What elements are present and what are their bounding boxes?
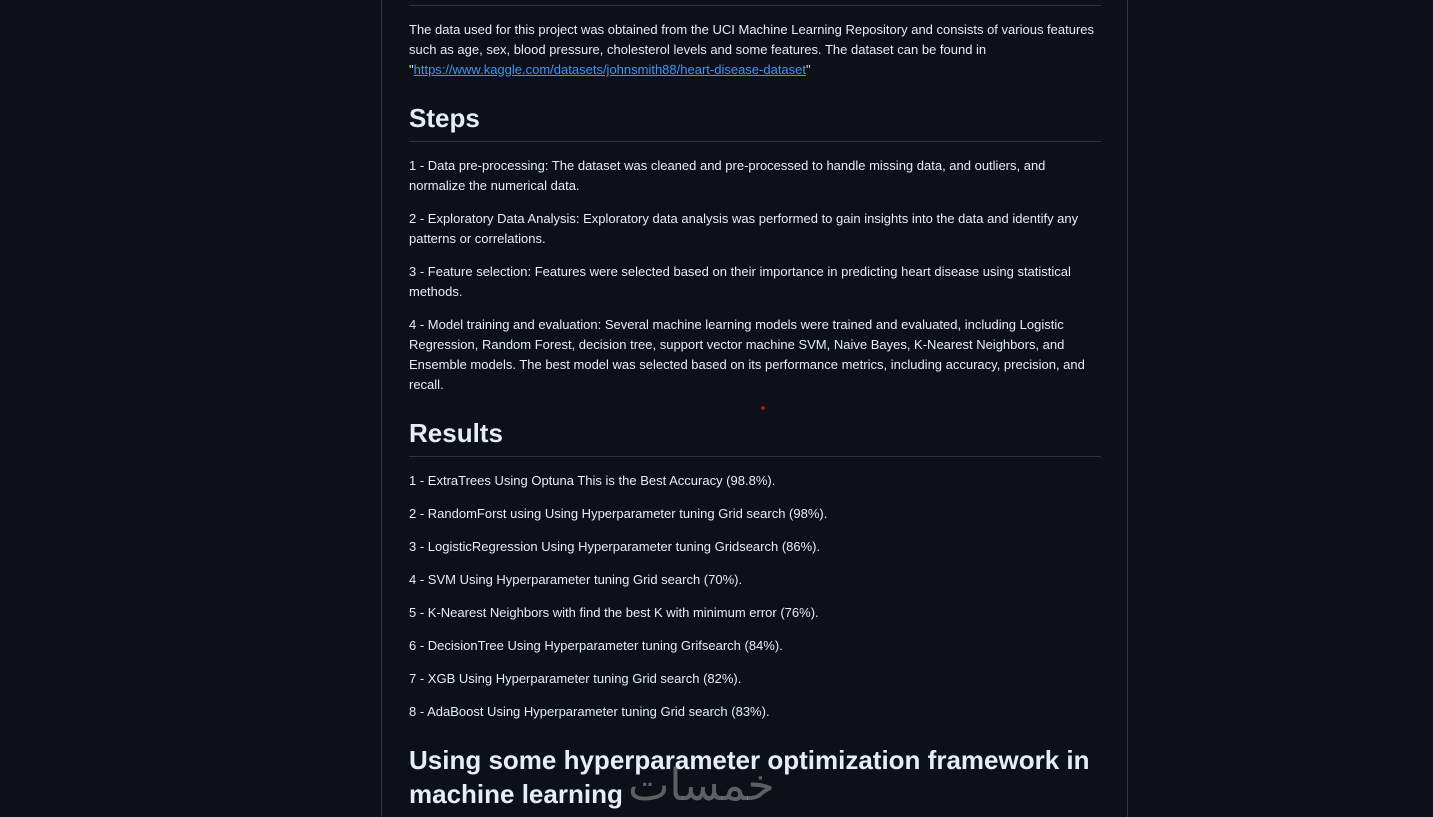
step-item: 1 - Data pre-processing: The dataset was cleaned and pre-processed to handle missing data, and outliers, and normalize the numerical data. [409, 158, 1046, 193]
result-item: 1 - ExtraTrees Using Optuna This is the Best Accuracy (98.8%). [409, 473, 776, 488]
divider [409, 5, 1101, 6]
step-item: 2 - Exploratory Data Analysis: Exploratory data analysis was performed to gain insights into the data and identify any patterns or correlations. [409, 211, 1079, 246]
intro-text-end: " [806, 62, 811, 77]
readme-container [381, 0, 1128, 817]
watermark-logo: خمسات [628, 760, 775, 811]
step-item: 4 - Model training and evaluation: Several machine learning models were trained and evaluated, including Logistic Regression, Random Forest, decision tree, support vector machine SVM, Naive Bayes, K-Nearest Neighbors, and Ensemble models. The best model was selected based on its performance metrics, including accuracy, precision, and recall. [409, 317, 1085, 392]
intro-text: The data used for this project was obtained from the UCI Machine Learning Repository and consists of various features such as age, sex, blood pressure, cholesterol levels and some features. The dataset can be found in " [409, 22, 1095, 77]
steps-heading: Steps [409, 101, 1101, 142]
result-item: 7 - XGB Using Hyperparameter tuning Grid search (82%). [409, 671, 742, 686]
result-item: 2 - RandomForst using Using Hyperparameter tuning Grid search (98%). [409, 506, 828, 521]
hyperparameter-heading: Using some hyperparameter optimization framework in machine learning [409, 745, 1090, 809]
results-list [409, 471, 1101, 722]
result-item: 5 - K-Nearest Neighbors with find the best K with minimum error (76%). [409, 605, 819, 620]
result-item: 3 - LogisticRegression Using Hyperparameter tuning Gridsearch (86%). [409, 539, 821, 554]
results-heading: Results [409, 416, 1101, 457]
dataset-link[interactable]: https://www.kaggle.com/datasets/johnsmith88/heart-disease-dataset [413, 62, 806, 77]
cursor-dot [761, 406, 765, 410]
step-item: 3 - Feature selection: Features were selected based on their importance in predicting heart disease using statistical methods. [409, 264, 1071, 299]
intro-paragraph [409, 20, 1101, 80]
result-item: 8 - AdaBoost Using Hyperparameter tuning Grid search (83%). [409, 704, 770, 719]
result-item: 4 - SVM Using Hyperparameter tuning Grid search (70%). [409, 572, 743, 587]
readme-content [409, 5, 1101, 817]
result-item: 6 - DecisionTree Using Hyperparameter tuning Grifsearch (84%). [409, 638, 783, 653]
